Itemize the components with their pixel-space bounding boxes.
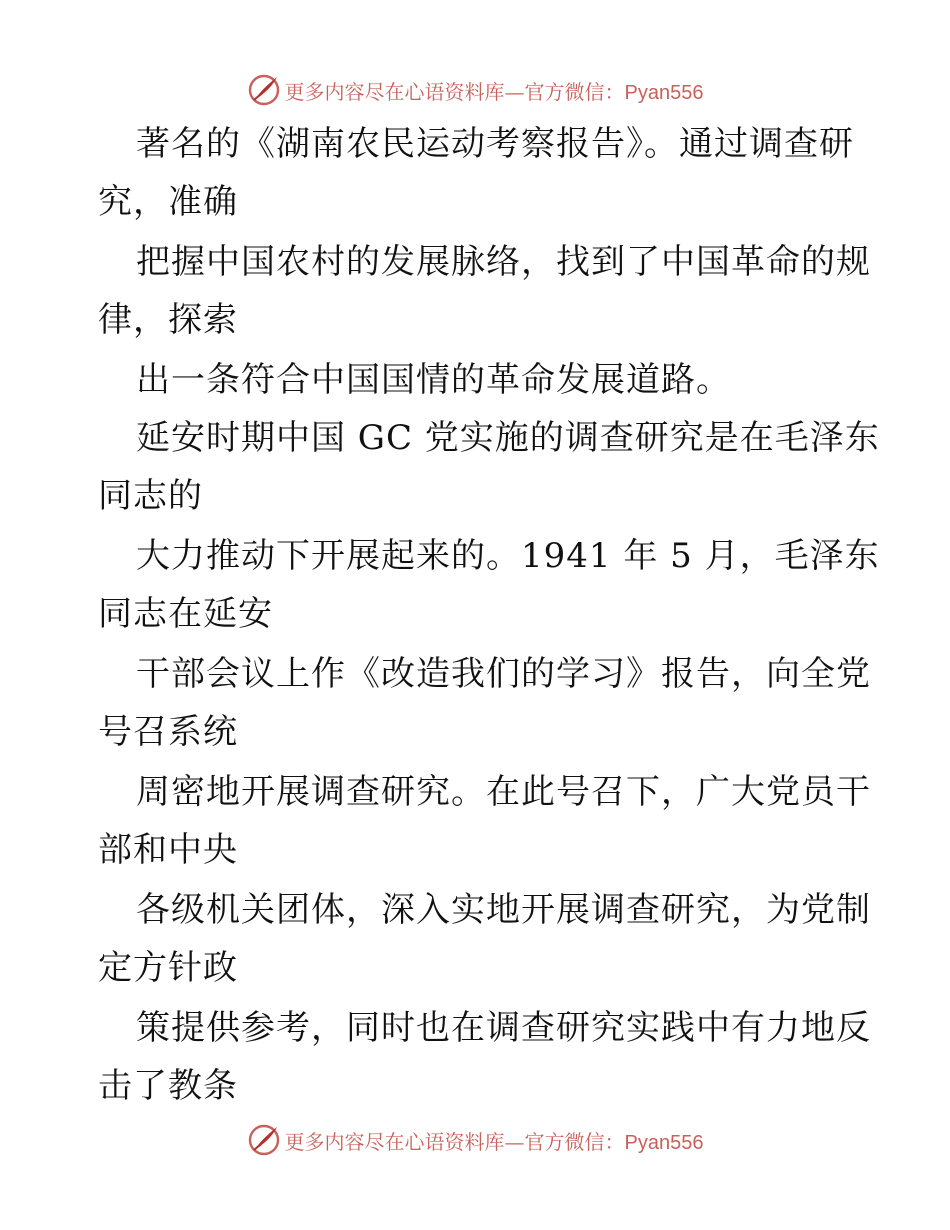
header-text: 更多内容尽在心语资料库—官方微信：Pyan556: [284, 79, 704, 104]
header-watermark: [0, 70, 950, 110]
text-line: 同志的: [98, 476, 203, 516]
text-line: 号召系统: [98, 712, 238, 752]
text-line: 策提供参考，同时也在调查研究实践中有力地反: [136, 1008, 871, 1048]
text-line: 究，准确: [98, 182, 238, 222]
footer-watermark: [0, 1120, 950, 1160]
feather-logo-icon: [247, 73, 281, 107]
text-line: 定方针政: [98, 948, 238, 988]
text-line: 击了教条: [98, 1066, 238, 1106]
text-line: 周密地开展调查研究。在此号召下，广大党员干: [136, 772, 871, 812]
text-line: 部和中央: [98, 830, 238, 870]
text-line: 各级机关团体，深入实地开展调查研究，为党制: [136, 890, 871, 930]
feather-logo-icon: [247, 1123, 281, 1157]
text-line: 把握中国农村的发展脉络，找到了中国革命的规: [136, 242, 871, 282]
text-line: 干部会议上作《改造我们的学习》报告，向全党: [136, 654, 871, 694]
text-line: 律，探索: [98, 300, 238, 340]
text-line: 同志在延安: [98, 594, 273, 634]
text-line: 大力推动下开展起来的。1941 年 5 月，毛泽东: [136, 536, 880, 576]
text-line: 延安时期中国 GC 党实施的调查研究是在毛泽东: [136, 418, 880, 458]
text-line: 出一条符合中国国情的革命发展道路。: [136, 360, 731, 400]
text-line: 著名的《湖南农民运动考察报告》。通过调查研: [136, 124, 854, 164]
footer-text: 更多内容尽在心语资料库—官方微信：Pyan556: [284, 1129, 704, 1154]
